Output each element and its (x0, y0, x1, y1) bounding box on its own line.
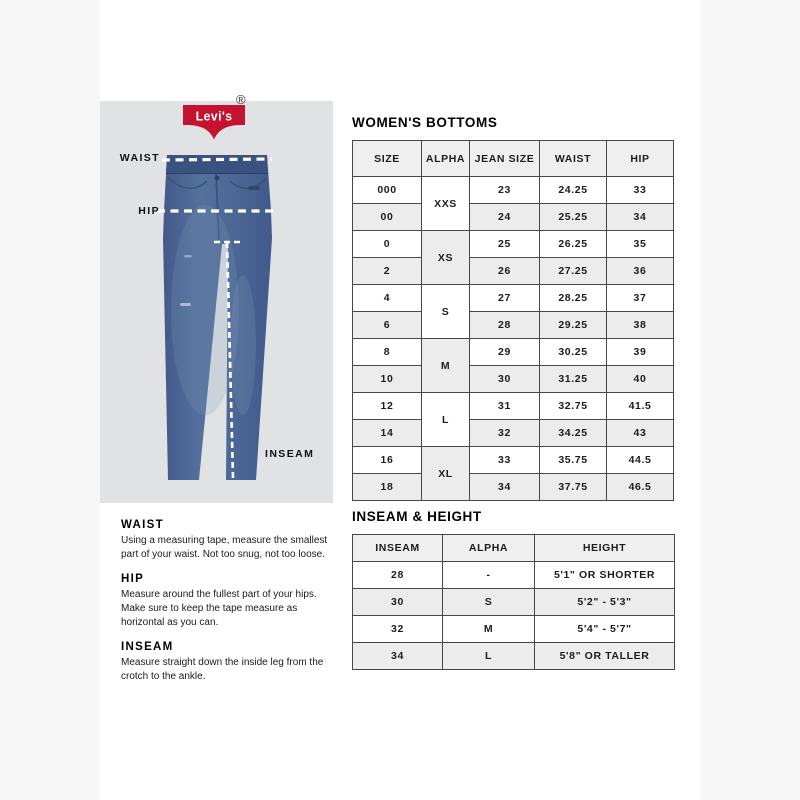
jean-size-cell: 30 (470, 366, 540, 393)
inseam-row (353, 589, 675, 616)
waist-cell: 31.25 (540, 366, 607, 393)
hip-cell: 34 (607, 204, 674, 231)
hip-cell: 38 (607, 312, 674, 339)
size-row (353, 285, 674, 312)
hip-diagram-label: HIP (138, 205, 160, 217)
size-row (353, 231, 674, 258)
size-cell: 00 (353, 204, 422, 231)
instruction-heading: INSEAM (121, 641, 174, 653)
size-cell: 18 (353, 474, 422, 501)
alpha-cell: M (443, 616, 535, 643)
inseam-cell: 32 (353, 616, 443, 643)
inseam-diagram-label: INSEAM (265, 448, 315, 460)
product-panel (100, 92, 333, 503)
size-cell: 0 (353, 231, 422, 258)
inseam-cell: 30 (353, 589, 443, 616)
column-header: ALPHA (443, 535, 535, 562)
instruction-body: Measure around the fullest part of your hips. Make sure to keep the tape measure as horizontal as you can. (121, 589, 317, 628)
waist-cell: 35.75 (540, 447, 607, 474)
instruction-block (121, 573, 337, 630)
hip-cell: 33 (607, 177, 674, 204)
waist-cell: 29.25 (540, 312, 607, 339)
waist-cell: 25.25 (540, 204, 607, 231)
size-row (353, 258, 674, 285)
size-cell: 14 (353, 420, 422, 447)
jeans-waistband (166, 155, 268, 173)
height-cell: 5'8" OR TALLER (535, 643, 675, 670)
size-cell: 6 (353, 312, 422, 339)
size-cell: 8 (353, 339, 422, 366)
size-row (353, 312, 674, 339)
alpha-cell: S (443, 589, 535, 616)
waist-cell: 28.25 (540, 285, 607, 312)
jean-size-cell: 25 (470, 231, 540, 258)
hip-cell: 36 (607, 258, 674, 285)
hip-cell: 41.5 (607, 393, 674, 420)
jean-size-cell: 29 (470, 339, 540, 366)
hip-cell: 39 (607, 339, 674, 366)
height-cell: 5'2" - 5'3" (535, 589, 675, 616)
instruction-block (121, 641, 337, 684)
column-header: WAIST (540, 141, 607, 177)
hip-cell: 46.5 (607, 474, 674, 501)
column-header: ALPHA (422, 141, 470, 177)
column-header: HEIGHT (535, 535, 675, 562)
alpha-cell: XL (422, 447, 470, 501)
alpha-cell: XS (422, 231, 470, 285)
hip-cell: 37 (607, 285, 674, 312)
size-cell: 4 (353, 285, 422, 312)
size-cell: 2 (353, 258, 422, 285)
size-cell: 12 (353, 393, 422, 420)
levis-batwing-logo (183, 105, 245, 141)
jean-size-cell: 33 (470, 447, 540, 474)
waist-cell: 24.25 (540, 177, 607, 204)
size-row (353, 366, 674, 393)
size-cell: 16 (353, 447, 422, 474)
size-row (353, 447, 674, 474)
size-row (353, 204, 674, 231)
inseam-row (353, 562, 675, 589)
column-header: INSEAM (353, 535, 443, 562)
alpha-cell: M (422, 339, 470, 393)
jean-size-cell: 32 (470, 420, 540, 447)
content-card (100, 0, 700, 800)
jean-size-cell: 34 (470, 474, 540, 501)
waist-diagram-label: WAIST (119, 152, 160, 164)
height-cell: 5'4" - 5'7" (535, 616, 675, 643)
hip-cell: 40 (607, 366, 674, 393)
instruction-heading: WAIST (121, 519, 164, 531)
column-header: HIP (607, 141, 674, 177)
jean-size-cell: 31 (470, 393, 540, 420)
instruction-block (121, 519, 337, 562)
waist-cell: 30.25 (540, 339, 607, 366)
inseam-table-title: INSEAM & HEIGHT (352, 509, 482, 524)
inseam-cell: 28 (353, 562, 443, 589)
bottoms-table-title: WOMEN'S BOTTOMS (352, 115, 498, 130)
size-cell: 10 (353, 366, 422, 393)
inseam-header-row (353, 535, 675, 562)
size-row (353, 339, 674, 366)
bottoms-table (352, 140, 674, 501)
size-row (353, 420, 674, 447)
jean-size-cell: 26 (470, 258, 540, 285)
measurement-instructions (121, 519, 337, 695)
column-header: SIZE (353, 141, 422, 177)
hip-cell: 44.5 (607, 447, 674, 474)
size-row (353, 393, 674, 420)
alpha-cell: L (422, 393, 470, 447)
size-row (353, 177, 674, 204)
waist-cell: 26.25 (540, 231, 607, 258)
alpha-cell: - (443, 562, 535, 589)
jean-size-cell: 28 (470, 312, 540, 339)
alpha-cell: XXS (422, 177, 470, 231)
inseam-table (352, 534, 675, 670)
hip-cell: 35 (607, 231, 674, 258)
instruction-body: Using a measuring tape, measure the smallest part of your waist. Not too snug, not too loose. (121, 535, 328, 560)
height-cell: 5'1" OR SHORTER (535, 562, 675, 589)
inseam-row (353, 643, 675, 670)
jean-size-cell: 23 (470, 177, 540, 204)
jean-size-cell: 27 (470, 285, 540, 312)
column-header: JEAN SIZE (470, 141, 540, 177)
alpha-cell: S (422, 285, 470, 339)
waist-cell: 32.75 (540, 393, 607, 420)
jean-size-cell: 24 (470, 204, 540, 231)
alpha-cell: L (443, 643, 535, 670)
inseam-row (353, 616, 675, 643)
instruction-heading: HIP (121, 573, 145, 585)
registered-trademark-icon: ® (236, 92, 246, 107)
size-cell: 000 (353, 177, 422, 204)
waist-cell: 27.25 (540, 258, 607, 285)
inseam-cell: 34 (353, 643, 443, 670)
bottoms-header-row (353, 141, 674, 177)
jeans-photo (150, 150, 280, 490)
waist-cell: 34.25 (540, 420, 607, 447)
hip-cell: 43 (607, 420, 674, 447)
instruction-body: Measure straight down the inside leg from the crotch to the ankle. (121, 657, 324, 682)
size-row (353, 474, 674, 501)
logo-wordmark: Levi's (195, 109, 233, 124)
waist-cell: 37.75 (540, 474, 607, 501)
